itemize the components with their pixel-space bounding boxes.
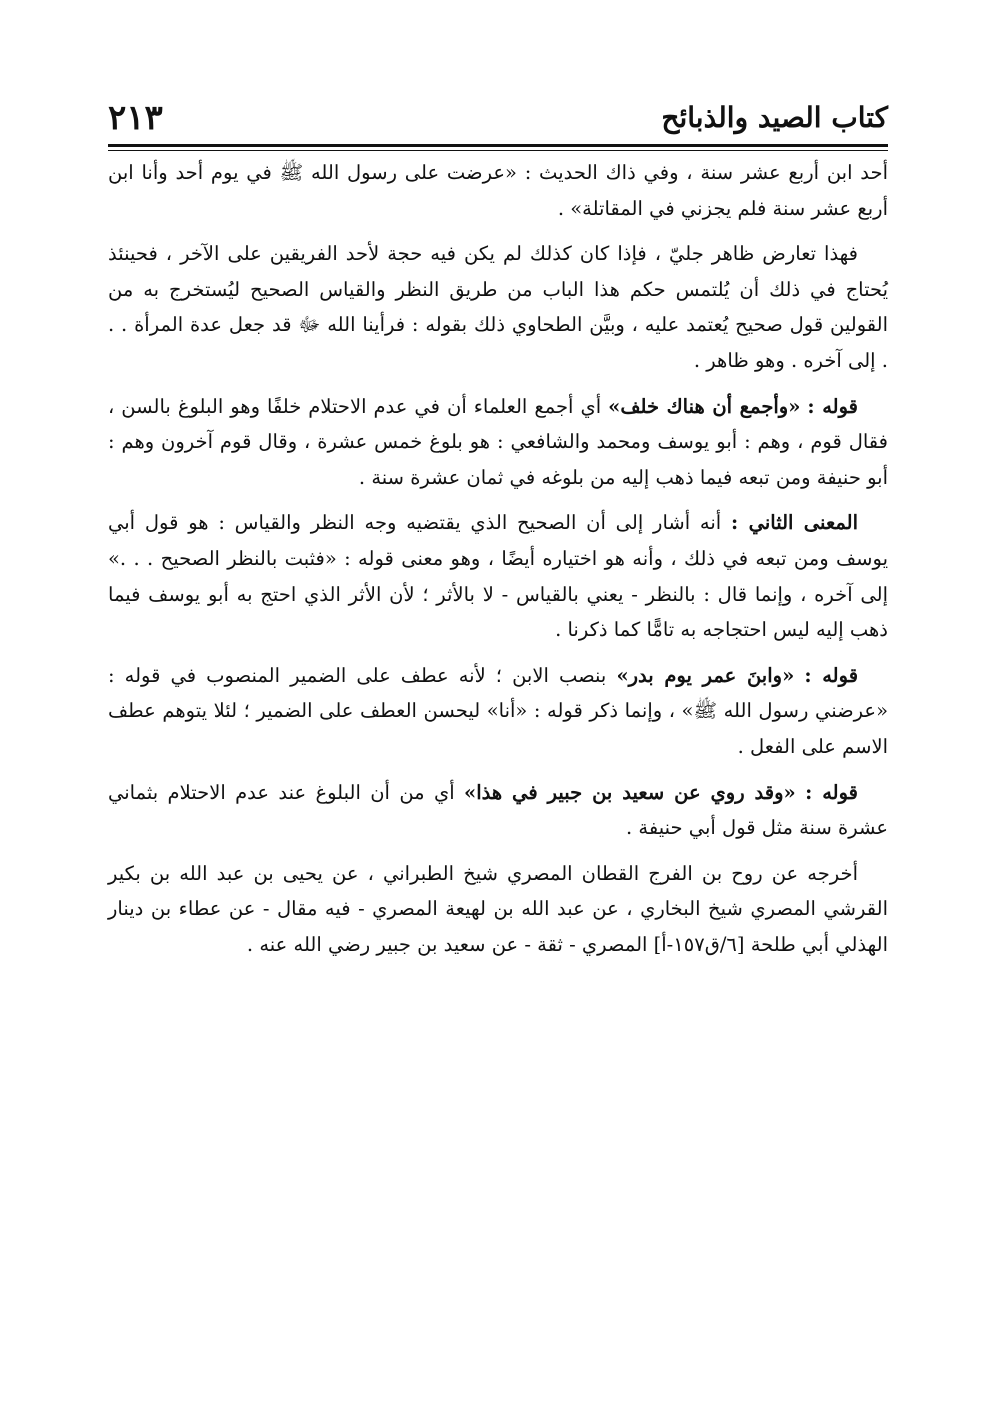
paragraph-lead: المعنى الثاني : [731,511,858,535]
paragraph-lead: قوله : [804,663,859,687]
paragraph-3 [108,389,888,496]
paragraph-text: بنصب الابن ؛ لأنه عطف على الضمير المنصوب في قوله : «عرضني رسول الله ﷺ» ، وإنما ذكر قوله : «أنا» ليحسن العطف على الضمير ؛ لئلا يتوهم عطف الاسم على الفعل . [108,663,889,758]
running-title: كتاب الصيد والذبائح [661,101,888,134]
paragraph-lead: قوله : [807,394,858,418]
paragraph-text: أي أجمع العلماء أن في عدم الاحتلام خلفًا وهو البلوغ بالسن ، فقال قوم ، وهم : أبو يوسف ومحمد والشافعي : هو بلوغ خمس عشرة ، وقال قوم آخرون وهم : أبو حنيفة ومن تبعه فيما ذهب إليه من بلوغه في ثمان عشرة سنة . [108,394,888,489]
paragraph-lead: قوله : [805,780,859,804]
paragraph-text: فهذا تعارض ظاهر جليّ ، فإذا كان كذلك لم يكن فيه حجة لأحد الفريقين على الآخر ، فحينئذ يُحتاج في ذلك أن يُلتمس حكم هذا الباب من طريق النظر والقياس الصحيح ليُستخرج به من القولين قول صحيح يُعتمد عليه ، وبيَّن الطحاوي ذلك بقوله : فرأينا الله ﷻ قد جعل عدة المرأة . . . إلى آخره . وهو ظاهر . [108,242,888,372]
page-body [108,155,888,972]
running-header [108,92,888,138]
paragraph-7 [108,856,888,963]
paragraph-1 [108,155,888,226]
paragraph-4 [108,505,888,647]
paragraph-5 [108,658,888,765]
paragraph-text: أنه أشار إلى أن الصحيح الذي يقتضيه وجه النظر والقياس : هو قول أبي يوسف ومن تبعه في ذلك ، وأنه هو اختياره أيضًا ، وهو معنى قوله : «فثبت بالنظر الصحيح . . .» إلى آخره ، وإنما قال : بالنظر - يعني بالقياس - لا بالأثر ؛ لأن الأثر الذي احتج به أبو يوسف فيما ذهب إليه ليس احتجاجه به تامًّا كما ذكرنا . [108,511,888,642]
paragraph-quote: «وقد روي عن سعيد بن جبير في هذا» [464,780,796,804]
header-rule-thin [108,150,888,151]
header-rule-thick [108,144,888,147]
paragraph-2 [108,236,888,378]
paragraph-text: أحد ابن أربع عشر سنة ، وفي ذاك الحديث : «عرضت على رسول الله ﷺ في يوم أحد وأنا ابن أربع عشر سنة فلم يجزني في المقاتلة» . [108,161,888,220]
paragraph-text: أي من أن البلوغ عند عدم الاحتلام بثماني عشرة سنة مثل قول أبي حنيفة . [108,780,888,840]
paragraph-quote: «وابنَ عمر يوم بدر» [616,663,795,687]
paragraph-6 [108,775,888,846]
page-number: ٢١٣ [108,98,163,138]
paragraph-text: أخرجه عن روح بن الفرج القطان المصري شيخ الطبراني ، عن يحيى بن عبد الله بن بكير القرشي المصري شيخ البخاري ، عن عبد الله بن لهيعة المصري - فيه مقال - عن عطاء بن دينار الهذلي أبي طلحة [٦/ق١٥٧-أ] المصري - ثقة - عن سعيد بن جبير رضي الله عنه . [108,861,888,956]
paragraph-quote: «وأجمع أن هناك خلف» [608,394,801,418]
